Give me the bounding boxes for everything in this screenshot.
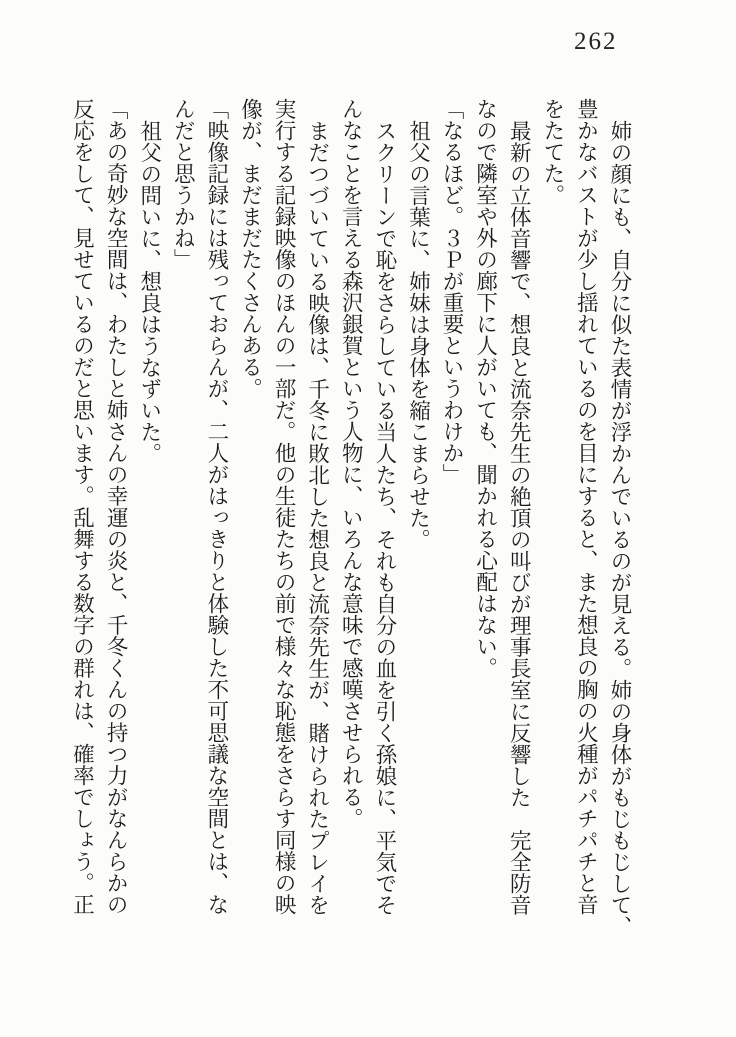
text-line: 「なるほど。３Ｐが重要というわけか」: [439, 98, 465, 485]
text-line: んなことを言える森沢銀賀という人物に、いろんな意味で感嘆させられる。: [338, 98, 364, 829]
text-line: 祖父の言葉に、姉妹は身体を縮こまらせた。: [405, 119, 431, 550]
text-line: 祖父の問いに、想良はうなずいた。: [136, 119, 162, 464]
text-line: 「あの奇妙な空間は、わたしと姉さんの幸運の炎と、千冬くんの持つ力がなんらかの: [103, 98, 129, 915]
text-line: 姉の顔にも、自分に似た表情が浮かんでいるのが見える。姉の身体がもじもじして、: [607, 119, 632, 937]
body-text: [65, 98, 636, 937]
text-line: まだつづいている映像は、千冬に敗北した想良と流奈先生が、賭けられたプレイを: [304, 119, 330, 915]
text-line: スクリーンで恥をさらしている当人たち、それも自分の血を引く孫娘に、平気でそ: [371, 119, 397, 915]
text-line: をたてた。: [539, 98, 565, 206]
page-number: 262: [574, 28, 618, 55]
text-line: んだと思うかね」: [170, 98, 196, 270]
text-line: 「映像記録には残っておらんが、二人がはっきりと体験した不可思議な空間とは、な: [203, 98, 229, 915]
text-line: なので隣室や外の廊下に人がいても、聞かれる心配はない。: [472, 98, 498, 679]
text-line: 反応をして、見せているのだと思います。乱舞する数字の群れは、確率でしょう。正: [69, 98, 95, 915]
text-line: 最新の立体音響で、想良と流奈先生の絶頂の叫びが理事長室に反響した 完全防音: [506, 119, 532, 915]
text-line: 豊かなバストが少し揺れているのを目にすると、また想良の胸の火種がパチパチと音: [573, 98, 599, 915]
text-line: 像が、まだまだたくさんある。: [237, 98, 263, 399]
text-line: 実行する記録映像のほんの一部だ。他の生徒たちの前で様々な恥態をさらす同様の映: [271, 98, 297, 915]
